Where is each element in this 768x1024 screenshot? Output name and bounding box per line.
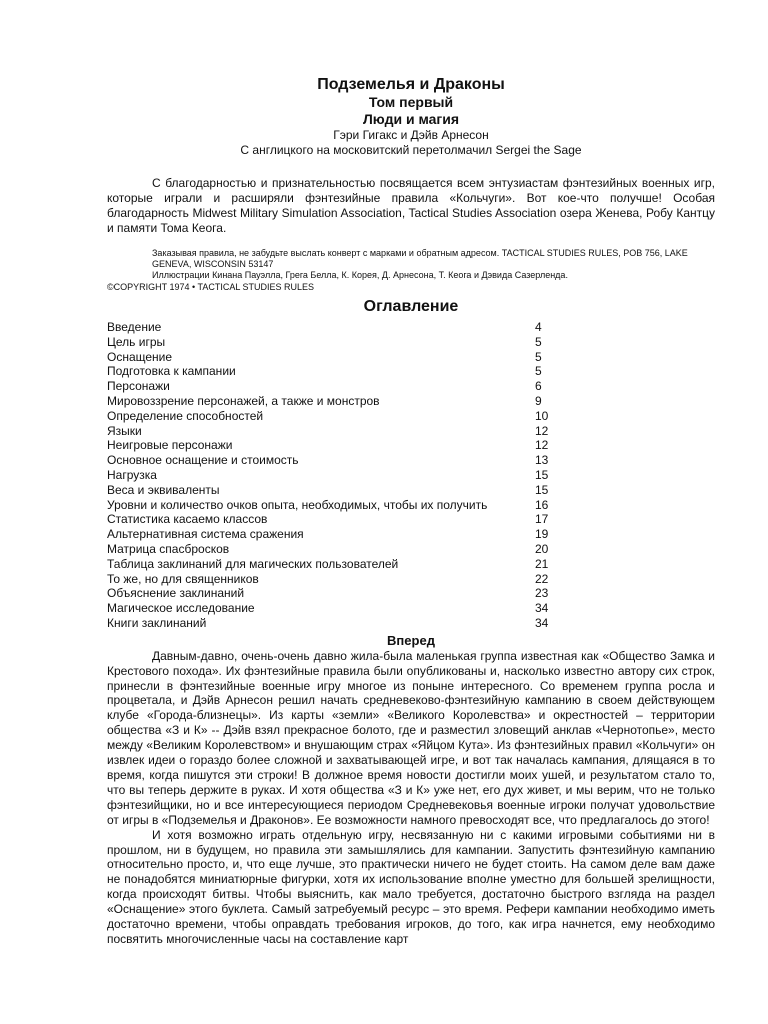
toc-entry-page: 9 [535, 393, 542, 408]
toc-entry-page: 13 [535, 453, 549, 468]
foreword-paragraph: И хотя возможно играть отдельную игру, несвязанную ни с какими игровыми событиями ни в прошлом, ни в будущем, но правила эти замышлялись для кампании. Запустить фэнтезийную кампанию относительно просто, и, что еще лучше, это практически ничего не будет стоить. На самом деле вам даже не понадобятся миниатюрные фигурки, хотя их использование вполне уместно для большей зрелищности, когда происходят битвы. Чтобы выяснить, как мало требуется, достаточно быстрого взгляда на раздел «Оснащение» этого буклета. Самый затребуемый ресурс – это время. Рефери кампании необходимо иметь достаточно времени, чтобы оправдать требования игроков, до того, как игра начнется, ему необходимо посвятить многочисленные часы на составление карт [107, 827, 715, 946]
authors-line: Гэри Гигакс и Дэйв Арнесон [333, 128, 489, 142]
toc-entry [107, 557, 715, 572]
toc-entry-page: 34 [535, 615, 549, 630]
toc-entry [107, 542, 715, 557]
foreword-title: Вперед [387, 632, 435, 648]
foreword-paragraph: Давным-давно, очень-очень давно жила-была маленькая группа известная как «Общество Замка и Крестового похода». Их фэнтезийные правила были опубликованы и, насколько известно автору сих строк, принесли в фэнтезийные военные игру многое из поныне интересного. Со временем группа росла и процветала, и Дэйв Арнесон решил начать средневеково-фэнтезийную кампанию в своем действующем клубе «Города-близнецы». Из карты «земли» «Великого Королевства» и окрестностей – территории общества «З и К» -- Дэйв взял прекрасное болото, где и разместил зловещий анклав «Чернотопье», место между «Великим Королевством» и внушающим страх «Яйцом Кута». Из фэнтезийных правил «Кольчуги» он извлек идеи о гораздо более сложной и захватывающей игре, и вот так началась кампания, длящаяся в то время, когда пишутся эти строки! В должное время новости достигли моих ушей, и результатом стало то, что вы теперь держите в руках. И хотя общества «З и К» уже нет, его дух живет, и мы верим, что не только фэнтезийщики, но и все интересующиеся периодом Средневековья военные игроки получат удовольствие от игры в «Подземелья и Драконов». Ее возможности намного превосходят все, что предлагалось до этого! [107, 648, 715, 827]
toc-entry-page: 15 [535, 467, 549, 482]
copyright-line: ©COPYRIGHT 1974 • TACTICAL STUDIES RULES [107, 282, 315, 292]
toc-entry [107, 394, 715, 409]
toc-entry-page: 5 [535, 334, 542, 349]
toc-entry-label: Оснащение [107, 349, 173, 364]
toc-entry-page: 12 [535, 438, 549, 453]
toc-entry-label: Основное оснащение и стоимость [107, 453, 299, 468]
toc-entry [107, 453, 715, 468]
illustrations-credit: Иллюстрации Кинана Пауэлла, Грега Белла, К. Корея, Д. Арнесона, Т. Кеога и Дэвида Сазерленда. [152, 270, 568, 280]
toc-entry-label: Объяснение заклинаний [107, 586, 245, 601]
dedication-paragraph: С благодарностью и признательностью посвящается всем энтузиастам фэнтезийных военных игр, которые играли и расширяли фэнтезийные правила «Кольчуги». Вот кое-что получше! Особая благодарность Midwest Military Simulation Association, Tactical Studies Association озера Женева, Робу Кантцу и памяти Тома Кеога. [107, 176, 715, 235]
toc-entry-page: 34 [535, 601, 549, 616]
toc-entry-label: Таблица заклинаний для магических пользователей [107, 556, 399, 571]
toc-entry-page: 20 [535, 541, 549, 556]
toc-entry-label: Языки [107, 423, 142, 438]
toc-entry-page: 4 [535, 320, 542, 334]
toc-entry [107, 409, 715, 424]
toc-entry [107, 498, 715, 513]
toc-entry-label: Веса и эквиваленты [107, 482, 220, 497]
toc-entry [107, 468, 715, 483]
toc-entry-page: 21 [535, 556, 549, 571]
toc-entry-label: Уровни и количество очков опыта, необходимых, чтобы их получить [107, 497, 488, 512]
toc-entry-page: 17 [535, 512, 549, 527]
toc-entry [107, 601, 715, 616]
toc-entry [107, 350, 715, 365]
toc-entry-page: 15 [535, 482, 549, 497]
toc-entry-page: 22 [535, 571, 549, 586]
toc-title: Оглавление [363, 298, 459, 315]
volume-title: Том первый [368, 94, 454, 110]
toc-entry [107, 379, 715, 394]
volume-subtitle: Люди и магия [362, 111, 460, 127]
toc-entry [107, 424, 715, 439]
toc-entry [107, 438, 715, 453]
toc-entry-label: Неигровые персонажи [107, 438, 233, 453]
toc-entry [107, 512, 715, 527]
toc-entry-page: 23 [535, 586, 549, 601]
toc-entry-page: 10 [535, 408, 549, 423]
toc-entry-label: Мировоззрение персонажей, а также и монстров [107, 393, 380, 408]
toc-entry-label: Определение способностей [107, 408, 264, 423]
toc-entry-label: Книги заклинаний [107, 615, 207, 630]
toc-entry-label: Альтернативная система сражения [107, 527, 304, 542]
toc-entry [107, 616, 715, 631]
toc-entry-label: Магическое исследование [107, 601, 255, 616]
toc-entry-label: Нагрузка [107, 467, 157, 482]
translator-line: С англицкого на московитский перетолмачил Sergei the Sage [240, 143, 582, 157]
toc-entry [107, 335, 715, 350]
order-note: Заказывая правила, не забудьте выслать конверт с марками и обратным адресом. TACTICAL STUDIES RULES, POB 756, LAKE GENEVA, WISCONSIN 53147 [152, 248, 688, 269]
toc-entry [107, 483, 715, 498]
toc-entry-page: 12 [535, 423, 549, 438]
toc-entry-label: Статистика касаемо классов [107, 512, 268, 527]
toc-entry [107, 572, 715, 587]
toc-entry [107, 586, 715, 601]
toc-entry-label: Введение [107, 320, 162, 334]
document-page [107, 76, 715, 947]
toc-entry-label: Подготовка к кампании [107, 364, 236, 379]
toc-entry-page: 5 [535, 349, 542, 364]
toc-entry-page: 6 [535, 379, 542, 394]
toc-entry-page: 19 [535, 527, 549, 542]
toc-entry-label: Цель игры [107, 334, 166, 349]
toc-entry-label: Персонажи [107, 379, 170, 394]
toc-entry-page: 5 [535, 364, 542, 379]
toc-entry-page: 16 [535, 497, 549, 512]
document-title: Подземелья и Драконы [317, 76, 505, 93]
toc-entry [107, 364, 715, 379]
toc-entry-label: Матрица спасбросков [107, 541, 230, 556]
toc-entry [107, 527, 715, 542]
table-of-contents [107, 320, 715, 631]
toc-entry-label: То же, но для священников [107, 571, 259, 586]
toc-entry [107, 320, 715, 335]
